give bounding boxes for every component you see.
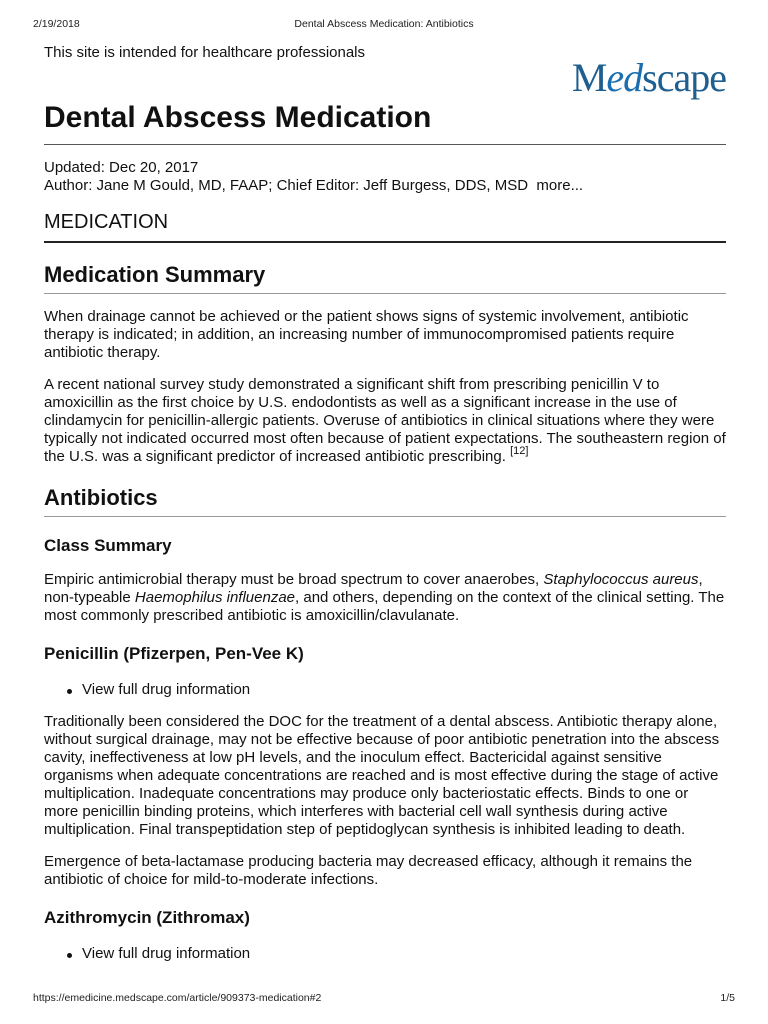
penicillin-paragraph-1: Traditionally been considered the DOC for the treatment of a dental abscess. Antibiotic therapy alone, without surgical drainage, may not be effective because of poor antibiotic penetration into the abscess cavity, ineffectiveness at low pH levels, and the inoculum effect. Bactericidal against sensitive organisms when adequate concentrations are reached and is most effective during the stage of active multiplication. Inadequate concentrations may produce only bacteriostatic effects. Binds to one or more penicillin binding proteins, which interferes with bacterial cell wall synthesis during active multiplication. Final transpeptidation step of peptidoglycan synthesis is inhibited leading to death. (44, 713, 720, 838)
azithromycin-drug-info-link[interactable]: View full drug information (82, 945, 726, 963)
author-line (44, 177, 726, 195)
azithromycin-links (44, 945, 726, 963)
page-title: Dental Abscess Medication (44, 100, 726, 145)
reference-link[interactable]: [12] (510, 445, 529, 457)
author-text: Author: Jane M Gould, MD, FAAP; Chief Editor: Jeff Burgess, DDS, MSD (44, 177, 529, 194)
penicillin-paragraph-2: Emergence of beta-lactamase producing bacteria may decreased efficacy, although it remains the antibiotic of choice for mild-to-moderate infections. (44, 853, 693, 888)
summary-paragraph-2: A recent national survey study demonstrated a significant shift from prescribing penicillin V to amoxicillin as the first choice by U.S. endodontists as well as a significant increase in the use of clindamycin for penicillin-allergic patients. Overuse of antibiotics in clinical situations where they were typically not indicated occurred most often because of patient expectations. The southeastern region of the U.S. was a significant predictor of increased antibiotic prescribing. [12] (44, 376, 726, 465)
updated-date: Updated: Dec 20, 2017 (44, 159, 199, 176)
heading-class-summary: Class Summary (44, 536, 172, 555)
penicillin-drug-info-link[interactable]: View full drug information (82, 681, 726, 699)
more-authors-link[interactable]: more... (536, 177, 584, 194)
penicillin-links (44, 681, 726, 699)
print-document-title: Dental Abscess Medication: Antibiotics (294, 18, 474, 30)
article-content (44, 44, 726, 963)
print-url: https://emedicine.medscape.com/article/909373-medication#2 (33, 992, 322, 1004)
medscape-logo[interactable]: Medscape (571, 55, 726, 100)
print-footer (0, 992, 768, 1006)
heading-penicillin: Penicillin (Pfizerpen, Pen-Vee K) (44, 644, 304, 663)
heading-antibiotics: Antibiotics (44, 484, 726, 517)
heading-medication-summary: Medication Summary (44, 261, 726, 294)
professional-notice: This site is intended for healthcare professionals (44, 44, 366, 61)
class-summary-paragraph: Empiric antimicrobial therapy must be broad spectrum to cover anaerobes, Staphylococcus aureus, non-typeable Haemophilus influenzae, and others, depending on the context of the clinical setting. The most commonly prescribed antibiotic is amoxicillin/clavulanate. (44, 571, 725, 624)
print-date: 2/19/2018 (33, 18, 80, 30)
summary-paragraph-1: When drainage cannot be achieved or the patient shows signs of systemic involvement, antibiotic therapy is indicated; in addition, an increasing number of immunocompromised patients require antibiotic therapy. (44, 308, 689, 361)
section-label-medication: MEDICATION (44, 209, 726, 243)
article-meta (44, 159, 726, 195)
print-header (0, 18, 768, 32)
heading-azithromycin: Azithromycin (Zithromax) (44, 908, 250, 927)
page-number: 1/5 (720, 992, 735, 1004)
